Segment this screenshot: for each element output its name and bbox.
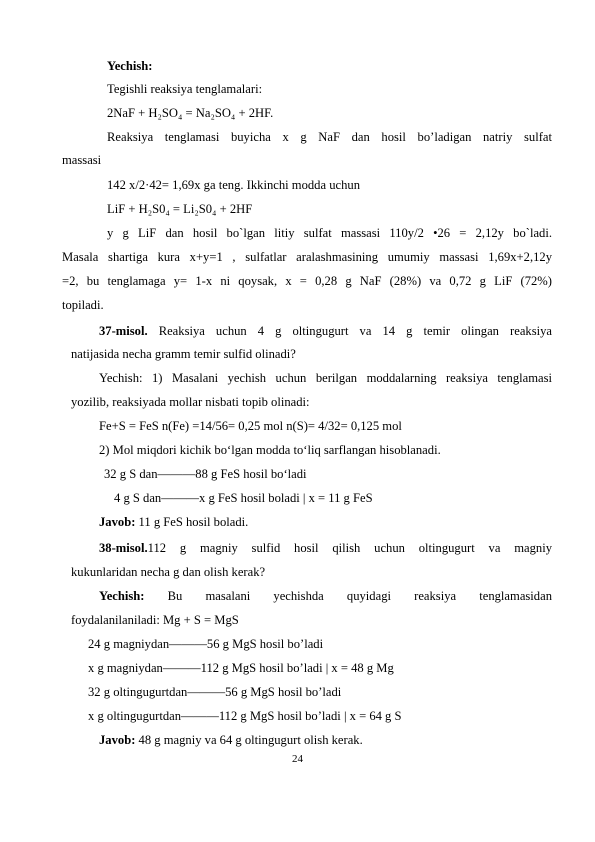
text-line: Masala shartiga kura x+y=1 , sulfatlar aralashmasining umumiy massasi 1,69x+2,12y — [62, 250, 552, 264]
equation-line: Fe+S = FeS n(Fe) =14/56= 0,25 mol n(S)= 4/32= 0,125 mol — [99, 419, 402, 433]
answer-line: Javob: 11 g FeS hosil boladi. — [99, 515, 249, 529]
text-line: natijasida necha gramm temir sulfid olinadi? — [71, 347, 296, 361]
text-line: =2, bu tenglamaga y= 1-x ni qoysak, x = 0,28 g NaF (28%) va 0,72 g LiF (72%) — [62, 274, 552, 288]
proportion-line: 32 g S dan———88 g FeS hosil bo‘ladi — [104, 467, 307, 481]
answer-label: Javob: — [99, 515, 136, 529]
text-line: Reaksiya tenglamasi buyicha x g NaF dan hosil bo’ladigan natriy sulfat — [107, 130, 552, 144]
text-line: Yechish: 1) Masalani yechish uchun berilgan moddalarning reaksiya tenglamasi — [99, 371, 552, 385]
example-37-line: 37-misol. Reaksiya uchun 4 g oltingugurt va 14 g temir olingan reaksiya — [99, 324, 552, 338]
text-line: y g LiF dan hosil bo`lgan litiy sulfat massasi 110y/2 •26 = 2,12y bo`ladi. — [107, 226, 552, 240]
text-line: kukunlaridan necha g dan olish kerak? — [71, 565, 266, 579]
equation-line: foydalanilaniladi: Mg + S = MgS — [71, 613, 239, 627]
example-38-line: 38-misol.112 g magniy sulfid hosil qilish uchun oltingugurt va magniy — [99, 541, 552, 555]
proportion-line: x g oltingugurtdan———112 g MgS hosil bo’ladi | x = 64 g S — [88, 709, 402, 723]
text-line: topiladi. — [62, 298, 104, 312]
page-number: 24 — [292, 753, 303, 765]
text-line: Tegishli reaksiya tenglamalari: — [107, 82, 263, 96]
text-line: yozilib, reaksiyada mollar nisbati topib olinadi: — [71, 395, 310, 409]
text-line: massasi — [62, 153, 102, 167]
solution-heading: Yechish: — [107, 59, 153, 73]
proportion-line: 24 g magniydan———56 g MgS hosil bo’ladi — [88, 637, 324, 651]
text-line: 2) Mol miqdori kichik bo‘lgan modda to‘liq sarflangan hisoblanadi. — [99, 443, 441, 457]
solution-line: Yechish: Bu masalani yechishda quyidagi reaksiya tenglamasidan — [99, 589, 552, 603]
proportion-line: x g magniydan———112 g MgS hosil bo’ladi | x = 48 g Mg — [88, 661, 394, 675]
proportion-line: 32 g oltingugurtdan———56 g MgS hosil bo’ladi — [88, 685, 342, 699]
text-line: 142 x/2·42= 1,69x ga teng. Ikkinchi modda uchun — [107, 178, 360, 192]
solution-label: Yechish: — [99, 589, 145, 603]
equation-line: 2NaF + H₂SO₄ = Na₂SO₄ + 2HF. — [107, 106, 274, 120]
answer-label: Javob: — [99, 733, 136, 747]
example-38-label: 38-misol. — [99, 541, 148, 555]
example-37-label: 37-misol. — [99, 324, 148, 338]
proportion-line: 4 g S dan———x g FeS hosil boladi | x = 11 g FeS — [114, 491, 373, 505]
equation-line: LiF + H₂S0₄ = Li₂S0₄ + 2HF — [107, 202, 253, 216]
answer-line: Javob: 48 g magniy va 64 g oltingugurt olish kerak. — [99, 733, 363, 747]
